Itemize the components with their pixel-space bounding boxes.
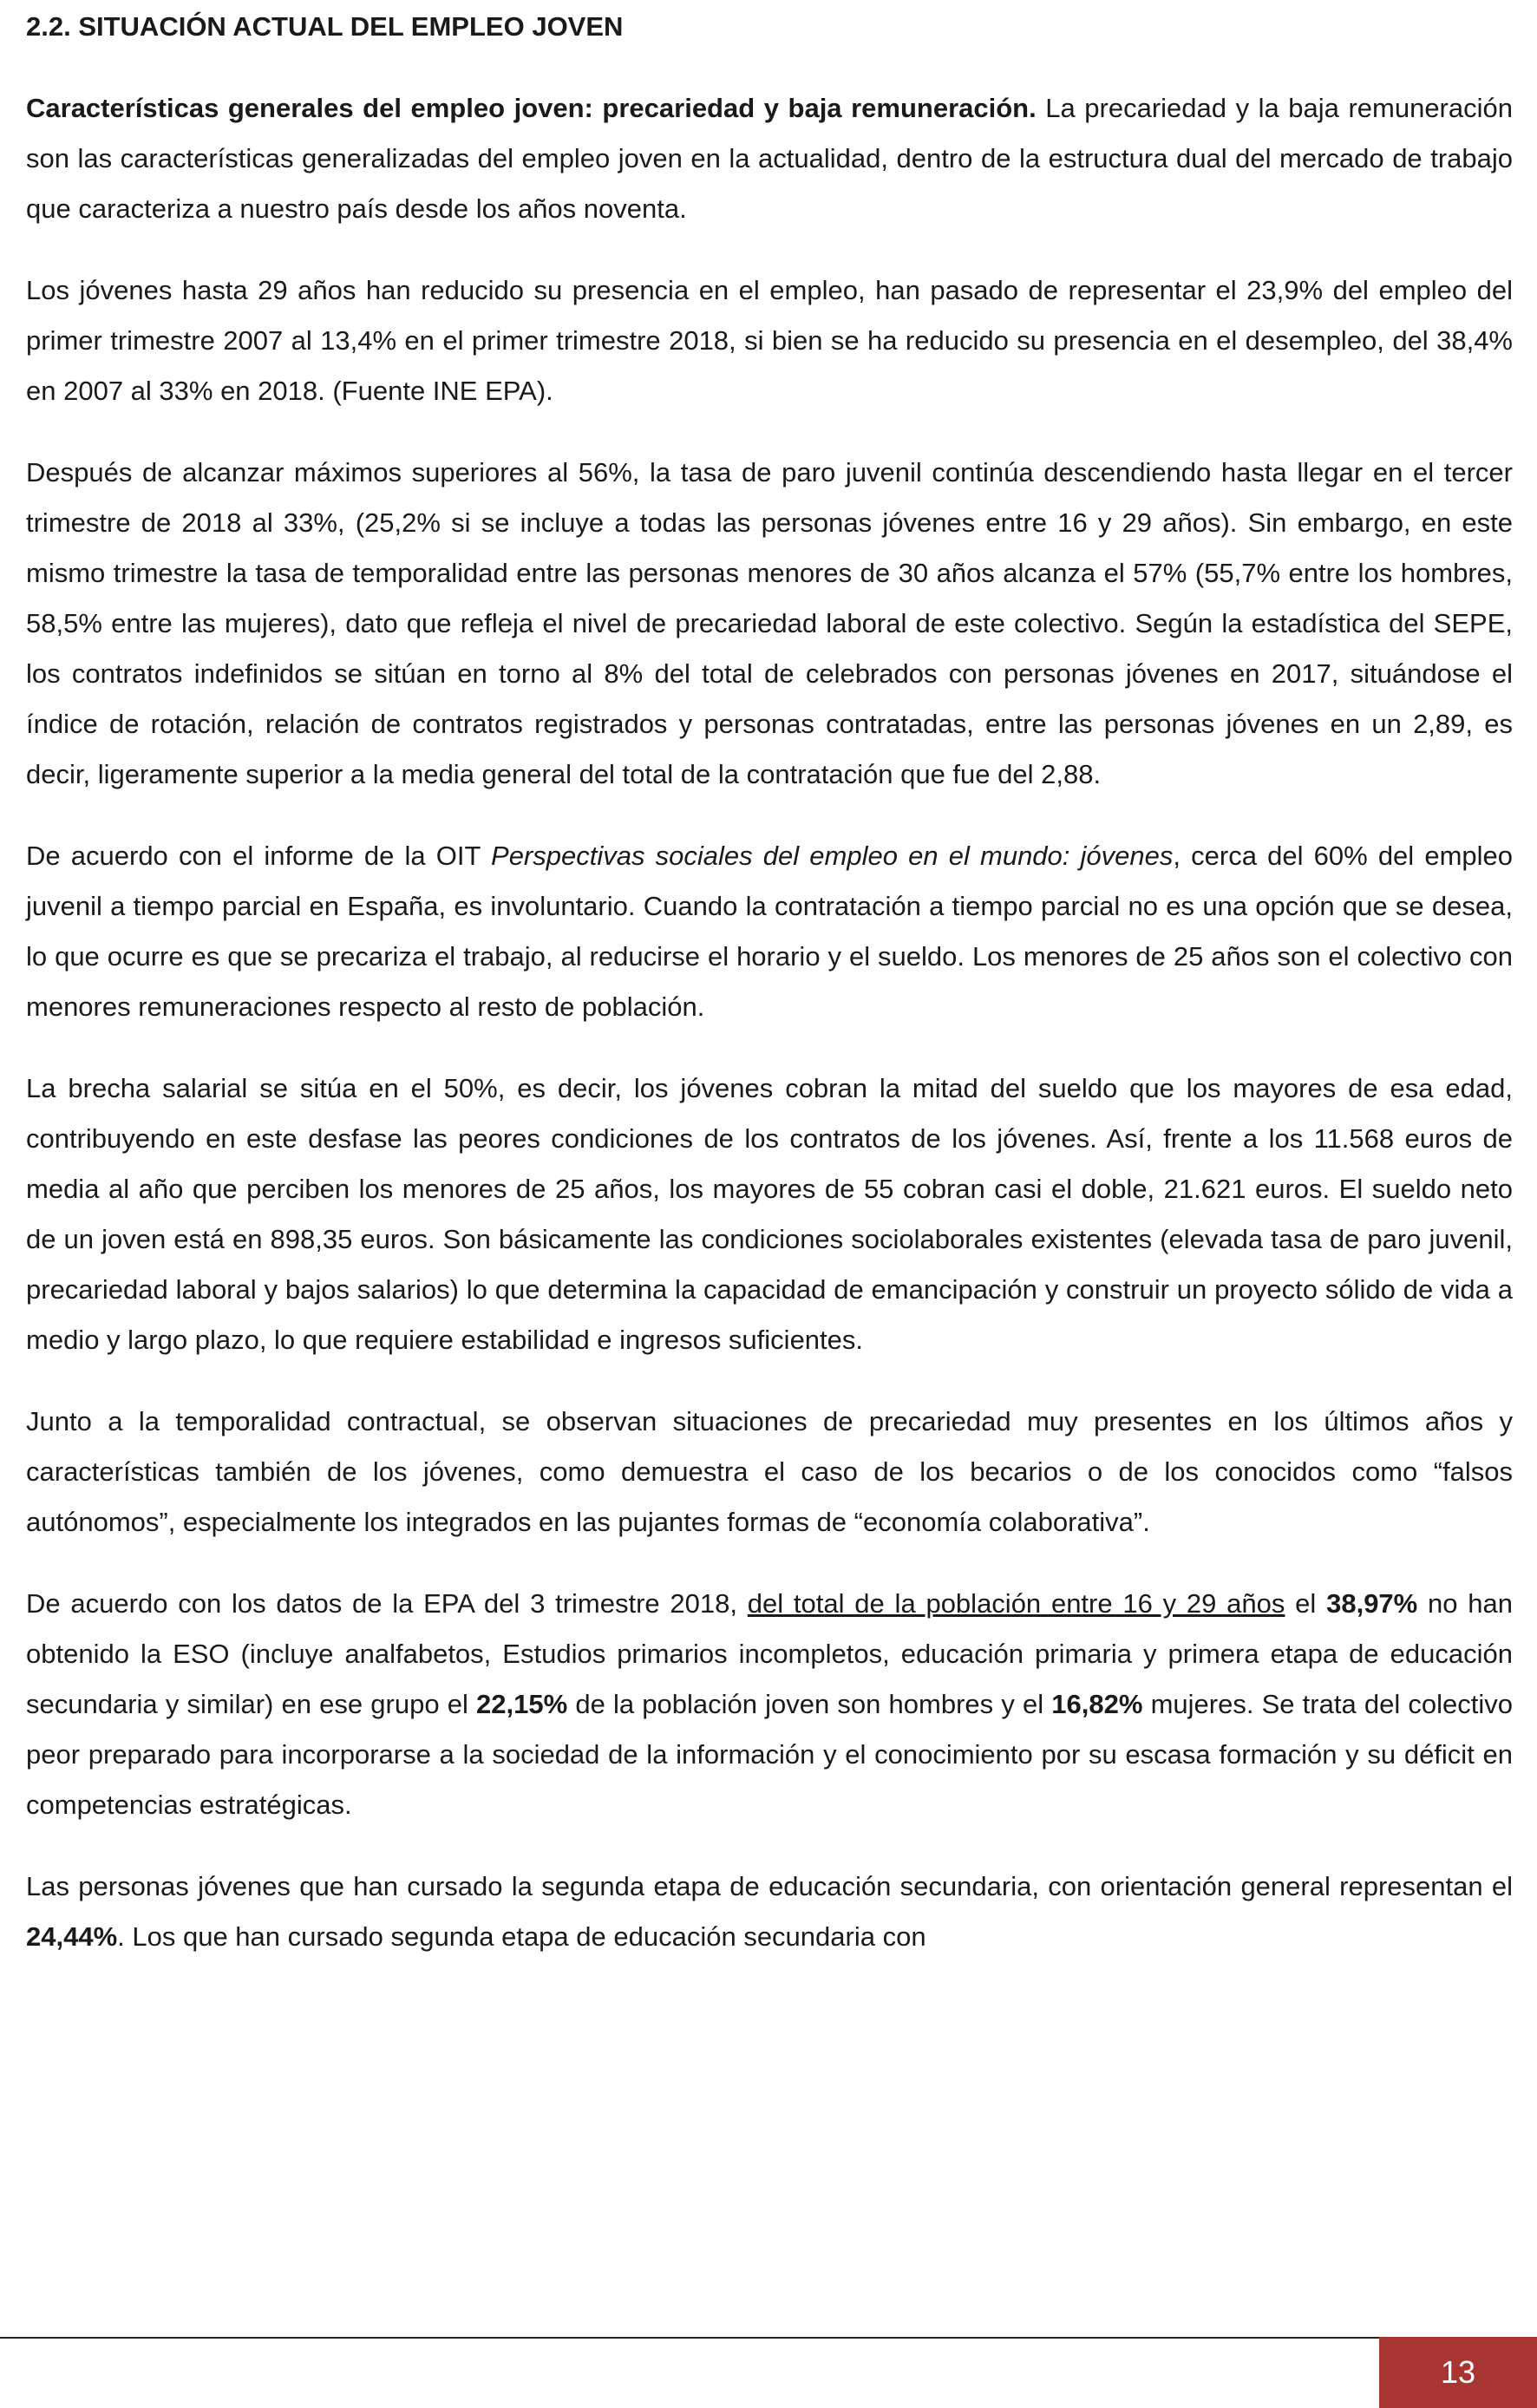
paragraph-youth-employment-share: Los jóvenes hasta 29 años han reducido su presencia en el empleo, han pasado de representar el 23,9% del empleo del primer trimestre 2007 al 13,4% en el primer trimestre 2018, si bien se ha reducido su presencia en el desempleo, del 38,4% en 2007 al 33% en 2018. (Fuente INE EPA). [26, 275, 1513, 406]
paragraph-precarity-forms: Junto a la temporalidad contractual, se observan situaciones de precariedad muy presentes en los últimos años y características también de los jóvenes, como demuestra el caso de los becarios o de los conocidos como “falsos autónomos”, especialmente los integrados en las pujantes formas de “economía colaborativa”. [26, 1406, 1513, 1537]
paragraph-intro [26, 83, 1513, 234]
paragraph-text: De acuerdo con los datos de la EPA del 3 trimestre 2018, [26, 1588, 748, 1619]
paragraph-secondary-education [26, 1862, 1513, 1962]
paragraph-text: mujeres. Se trata del colectivo peor preparado para incorporarse a la sociedad de la información y el conocimiento por su escasa formación y su déficit en competencias estratégicas. [26, 1689, 1513, 1820]
paragraph-text: La precariedad y la baja remuneración son las características generalizadas del empleo joven en la actualidad, dentro de la estructura dual del mercado de trabajo que caracteriza a nuestro país desde los años noventa. [26, 93, 1513, 224]
paragraph-text: , cerca del 60% del empleo juvenil a tiempo parcial en España, es involuntario. Cuando la contratación a tiempo parcial no es una opción que se desea, lo que ocurre es que se precariza el trabajo, al reducirse el horario y el sueldo. Los menores de 25 años son el colectivo con menores remuneraciones respecto al resto de población. [26, 841, 1514, 1022]
highlight-value: 22,15% [476, 1689, 568, 1719]
page-number: 13 [1379, 2337, 1537, 2408]
highlight-value: 16,82% [1051, 1689, 1143, 1719]
underlined-text: del total de la población entre 16 y 29 años [747, 1588, 1285, 1619]
section-title: 2.2. SITUACIÓN ACTUAL DEL EMPLEO JOVEN [26, 11, 624, 42]
paragraph-lead: Características generales del empleo joven: precariedad y baja remuneración. [26, 93, 1037, 123]
paragraph-text: . Los que han cursado segunda etapa de educación secundaria con [117, 1921, 926, 1952]
paragraph-youth-unemployment-rate: Después de alcanzar máximos superiores al 56%, la tasa de paro juvenil continúa descendiendo hasta llegar en el tercer trimestre de 2018 al 33%, (25,2% si se incluye a todas las personas jóvenes entre 16 y 29 años). Sin embargo, en este mismo trimestre la tasa de temporalidad entre las personas menores de 30 años alcanza el 57% (55,7% entre los hombres, 58,5% entre las mujeres), dato que refleja el nivel de precariedad laboral de este colectivo. Según la estadística del SEPE, los contratos indefinidos se sitúan en torno al 8% del total de celebrados con personas jóvenes en 2017, situándose el índice de rotación, relación de contratos registrados y personas contratadas, entre las personas jóvenes en un 2,89, es decir, ligeramente superior a la media general del total de la contratación que fue del 2,88. [26, 457, 1513, 789]
highlight-value: 38,97% [1326, 1588, 1418, 1619]
footer-divider [0, 2337, 1379, 2339]
paragraph-text: De acuerdo con el informe de la OIT [26, 841, 492, 871]
paragraph-text: no han obtenido la ESO (incluye analfabetos, Estudios primarios incompletos, educación primaria y primera etapa de educación secundaria y similar) en ese grupo el [26, 1588, 1513, 1719]
paragraph-wage-gap: La brecha salarial se sitúa en el 50%, es decir, los jóvenes cobran la mitad del sueldo que los mayores de esa edad, contribuyendo en este desfase las peores condiciones de los contratos de los jóvenes. Así, frente a los 11.568 euros de media al año que perciben los menores de 25 años, los mayores de 55 cobran casi el doble, 21.621 euros. El sueldo neto de un joven está en 898,35 euros. Son básicamente las condiciones sociolaborales existentes (elevada tasa de paro juvenil, precariedad laboral y bajos salarios) lo que determina la capacidad de emancipación y construir un proyecto sólido de vida a medio y largo plazo, lo que requiere estabilidad e ingresos suficientes. [26, 1073, 1513, 1355]
document-page [26, 0, 1513, 1993]
report-title: Perspectivas sociales del empleo en el mundo: jóvenes [491, 841, 1174, 871]
paragraph-text: de la población joven son hombres y el [567, 1689, 1052, 1719]
paragraph-text: el [1285, 1588, 1327, 1619]
highlight-value: 24,44% [26, 1921, 118, 1952]
paragraph-text: Las personas jóvenes que han cursado la segunda etapa de educación secundaria, con orientación general representan el [26, 1871, 1513, 1901]
paragraph-education-eso [26, 1579, 1513, 1830]
paragraph-oit-report [26, 831, 1513, 1032]
